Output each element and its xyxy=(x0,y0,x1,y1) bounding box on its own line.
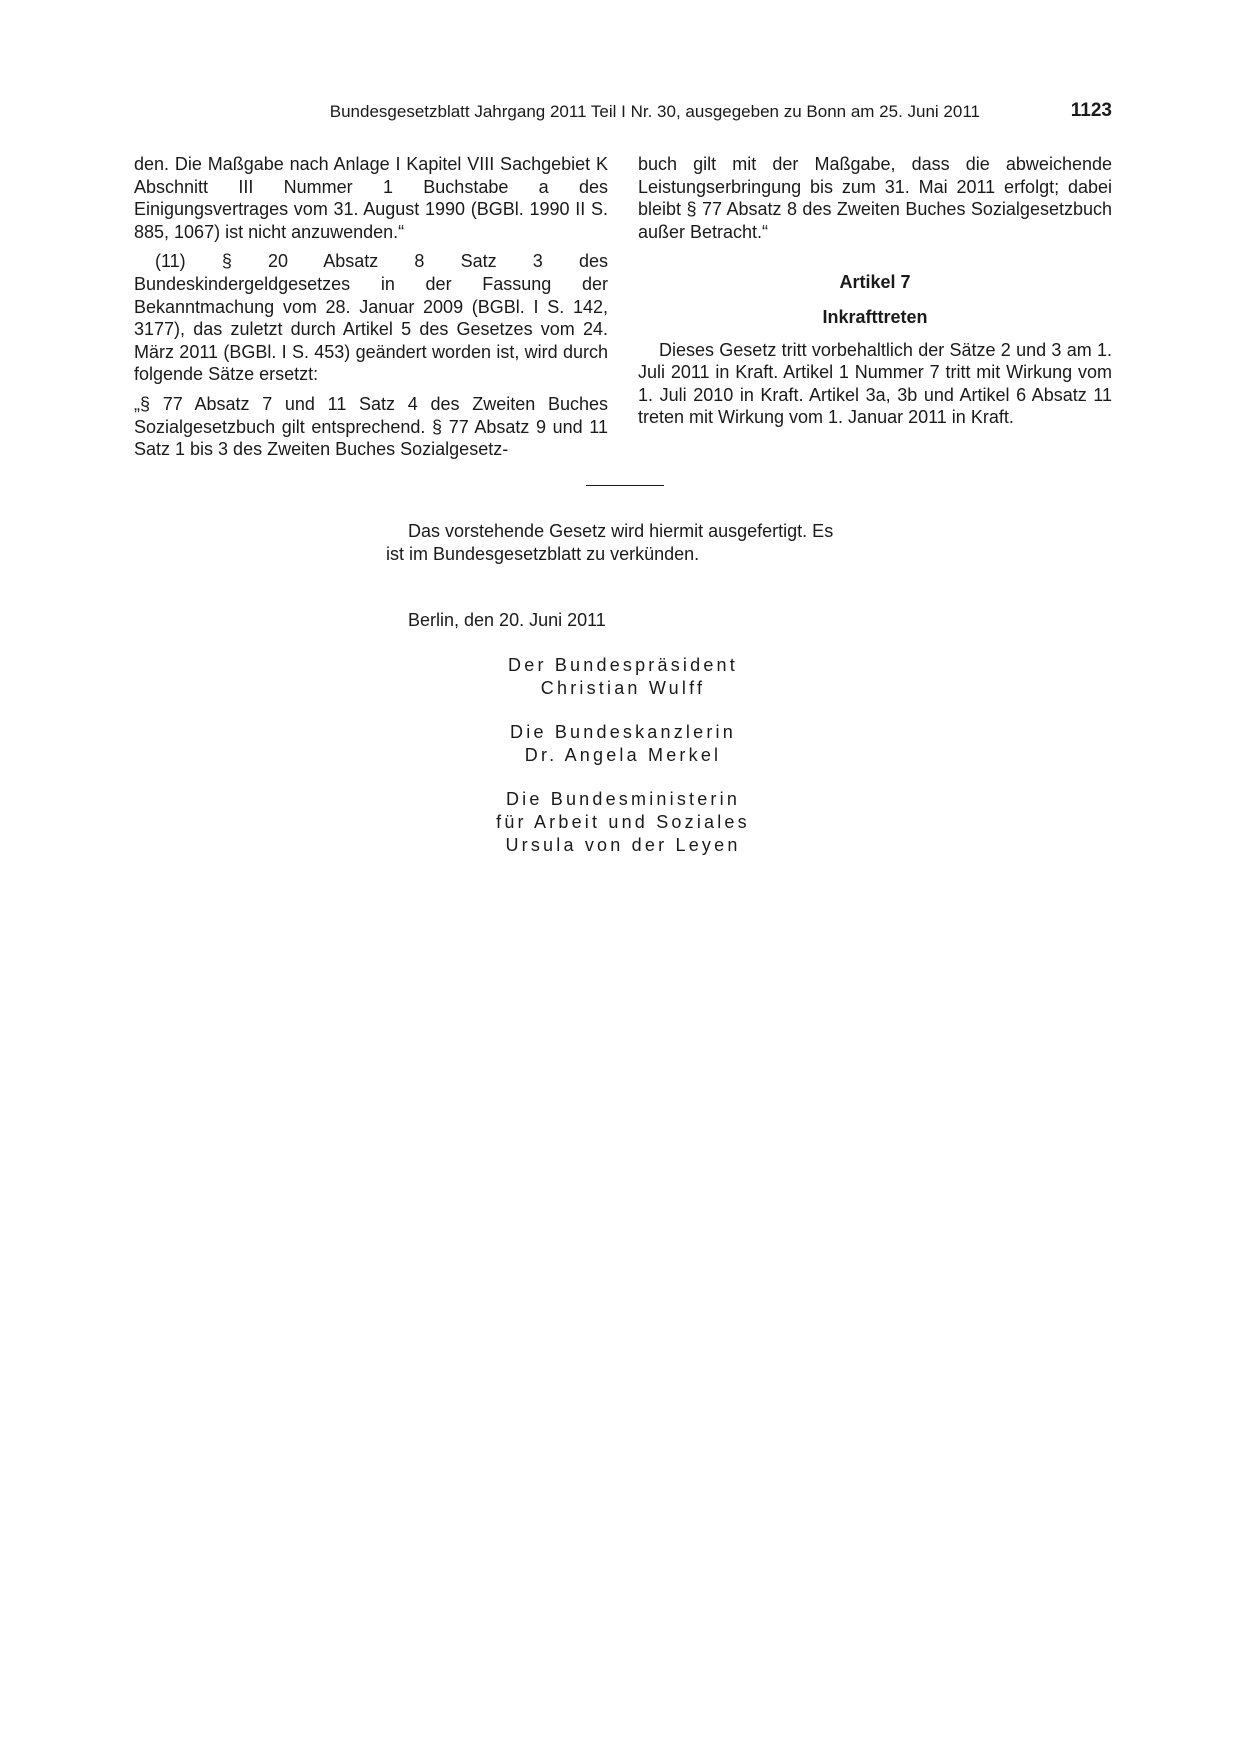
place-and-date: Berlin, den 20. Juni 2011 xyxy=(408,610,606,630)
signatory-name: Christian Wulff xyxy=(540,678,706,698)
paragraph-continuation: den. Die Maßgabe nach Anlage I Kapitel VIII Sachgebiet K Abschnitt III Nummer 1 Buchstabe a des Einigungsvertrages vom 31. August 1990 (BGBl. 1990 II S. 885, 1067) ist nicht anzuwenden.“ xyxy=(134,154,608,242)
section-divider xyxy=(586,485,664,486)
signature-block-president xyxy=(448,654,798,700)
article-title: Inkrafttreten xyxy=(822,306,928,327)
page-number: 1123 xyxy=(1070,100,1112,121)
signature-blocks xyxy=(448,654,798,878)
signatory-name: Ursula von der Leyen xyxy=(505,835,741,855)
article-number: Artikel 7 xyxy=(839,272,911,293)
signatory-office-line-2: für Arbeit und Soziales xyxy=(496,812,750,832)
paragraph-continuation: buch gilt mit der Maßgabe, dass die abweichende Leistungserbringung bis zum 31. Mai 2011 erfolgt; dabei bleibt § 77 Absatz 8 des Zweiten Buches Sozialgesetzbuch außer Betracht.“ xyxy=(638,154,1112,242)
article-text: Dieses Gesetz tritt vorbehaltlich der Sätze 2 und 3 am 1. Juli 2011 in Kraft. Artikel 1 Nummer 7 tritt mit Wirkung vom 1. Juli 2010 in Kraft. Artikel 3a, 3b und Artikel 6 Absatz 11 treten mit Wirkung vom 1. Januar 2011 in Kraft. xyxy=(638,339,1112,428)
signatory-office: Der Bundespräsident xyxy=(508,655,738,675)
signature-block-chancellor xyxy=(448,721,798,767)
signature-block-minister xyxy=(448,788,798,857)
promulgation-line-2: ist im Bundesgesetzblatt zu verkünden. xyxy=(386,543,700,564)
signatory-office: Die Bundeskanzlerin xyxy=(510,722,736,742)
right-column xyxy=(638,153,1112,436)
promulgation-clause xyxy=(386,520,866,565)
signatory-office: Die Bundesministerin xyxy=(505,789,741,809)
signatory-name: Dr. Angela Merkel xyxy=(524,745,722,765)
paragraph-quote: „§ 77 Absatz 7 und 11 Satz 4 des Zweiten Buches Sozialgesetzbuch gilt entsprechend. § 77 Absatz 9 und 11 Satz 1 bis 3 des Zweiten Buches Sozialgesetz- xyxy=(134,393,608,460)
promulgation-line-1: Das vorstehende Gesetz wird hiermit ausgefertigt. Es xyxy=(408,521,834,541)
left-column xyxy=(134,153,608,468)
paragraph-11: (11) § 20 Absatz 8 Satz 3 des Bundeskindergeldgesetzes in der Fassung der Bekanntmachung vom 28. Januar 2009 (BGBl. I S. 142, 3177), das zuletzt durch Artikel 5 des Gesetzes vom 24. März 2011 (BGBl. I S. 453) geändert worden ist, wird durch folgende Sätze ersetzt: xyxy=(134,251,608,385)
running-header: Bundesgesetzblatt Jahrgang 2011 Teil I Nr. 30, ausgegeben zu Bonn am 25. Juni 2011 xyxy=(329,102,980,121)
